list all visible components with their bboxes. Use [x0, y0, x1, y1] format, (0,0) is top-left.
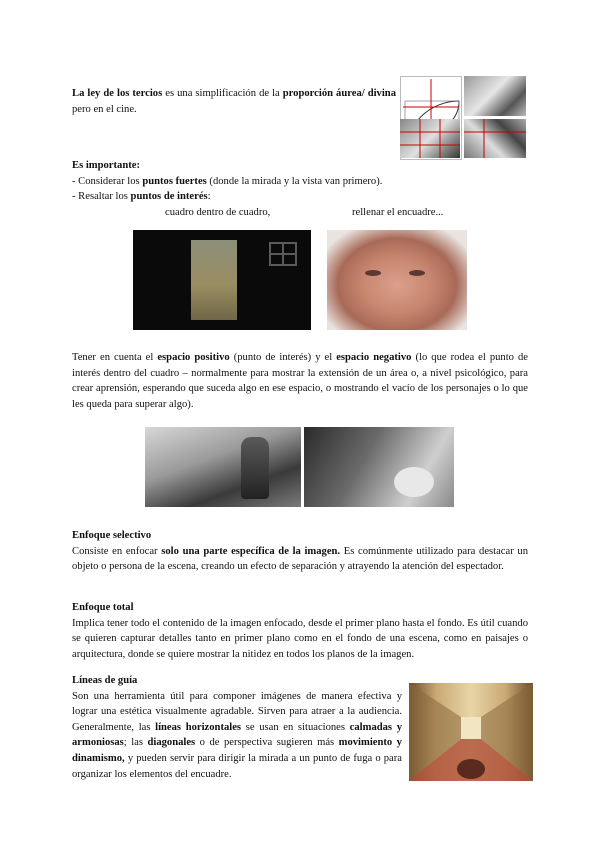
item1-pre: - Considerar los [72, 175, 143, 187]
photo-negative-space [145, 427, 301, 507]
lines-bold-2: calmadas y armoniosas [72, 721, 403, 749]
space-text-2: (punto de interés) y el [229, 352, 337, 363]
lines-text-2: se usan en situaciones [241, 721, 350, 733]
intro-bold-2: proporción áurea/ divina [282, 88, 396, 99]
intro-text-1: es una simplificación de la [162, 88, 283, 99]
guide-lines-title [72, 673, 402, 689]
selective-focus-text [72, 544, 528, 575]
photo-bridge-2 [464, 119, 526, 158]
selective-title-text: Enfoque selectivo [72, 530, 152, 541]
photo-bridge-1 [464, 76, 526, 116]
space-text-3: (lo que rodea el punto de interés dentro del cuadro – normalmente para mostrar la extensión de un área o, a nivel psicológico, para crear aprensión, esperando que suceda algo en ese espacio, o mostrando el vacío de los personajes o lo que les queda para superar algo). [72, 352, 528, 410]
guide-lines-section [72, 673, 402, 782]
photo-closeup-face [327, 230, 467, 330]
intro-text-2: pero en el cine. [72, 103, 137, 115]
lines-bold-3: diagonales [147, 737, 196, 749]
item2-pre: - Resaltar los [72, 191, 131, 203]
space-paragraph [72, 350, 528, 412]
item1-post: (donde la mirada y la vista van primero). [206, 175, 383, 187]
lines-title-text: Líneas de guía [72, 675, 138, 686]
total-focus-text: Implica tener todo el contenido de la imagen enfocado, desde el primer plano hasta el fondo. Es útil cuando se quieren capturar detalles tanto en primer plano como en el fondo de una escena, como en paisajes o arquitectura, donde se quiere mostrar la nitidez en todos los planos de la imagen. [72, 617, 528, 660]
intro-paragraph [72, 86, 396, 117]
item1-bold: puntos fuertes [142, 175, 207, 187]
important-title [72, 158, 472, 174]
important-section [72, 158, 472, 205]
lines-bold-1: líneas horizontales [155, 721, 242, 733]
important-item-1 [72, 174, 472, 190]
lines-text-3: ; las [123, 737, 148, 749]
photo-positive-space [304, 427, 454, 507]
caption-frame-within-frame: cuadro dentro de cuadro, [165, 207, 271, 218]
space-bold-2: espacio negativo [336, 352, 412, 363]
total-title-text: Enfoque total [72, 602, 134, 613]
important-item-2 [72, 189, 472, 205]
lines-text-4: o de perspectiva sugieren más [195, 737, 339, 749]
lines-text-1: Son una herramienta útil para componer imágenes de manera efectiva y lograr una estética visualmente agradable. Sirven para atraer a la audiencia. Generalmente, las [72, 690, 402, 733]
selective-focus-title [72, 528, 528, 544]
photo-bridge-3 [400, 119, 460, 158]
total-focus-title [72, 600, 528, 616]
guide-lines-text [72, 689, 402, 783]
selective-bold-1: solo una parte específica de la imagen. [161, 545, 341, 557]
item2-bold: puntos de interés [130, 191, 208, 203]
caption-fill-frame: rellenar el encuadre... [352, 207, 444, 218]
photo-frame-within-frame [133, 230, 311, 330]
selective-focus-section [72, 528, 528, 575]
space-bold-1: espacio positivo [157, 352, 230, 363]
selective-text-1: Consiste en enfocar [72, 545, 162, 557]
selective-text-2: Es comúnmente utilizado para destacar un objeto o persona de la escena, creando un efecto de separación y atrayendo la atención del espectador. [72, 545, 528, 573]
intro-bold-1: La ley de los tercios [72, 88, 163, 99]
lines-bold-4: movimiento y dinamismo, [72, 737, 402, 764]
lines-text-5: y pueden servir para dirigir la mirada a un punto de fuga o para organizar los elementos del encuadre. [72, 752, 402, 780]
photo-corridor-perspective [409, 683, 533, 781]
total-focus-section [72, 600, 528, 662]
important-title-text: Es importante: [72, 160, 140, 171]
item2-post: : [207, 191, 211, 203]
space-text-1: Tener en cuenta el [72, 352, 158, 363]
